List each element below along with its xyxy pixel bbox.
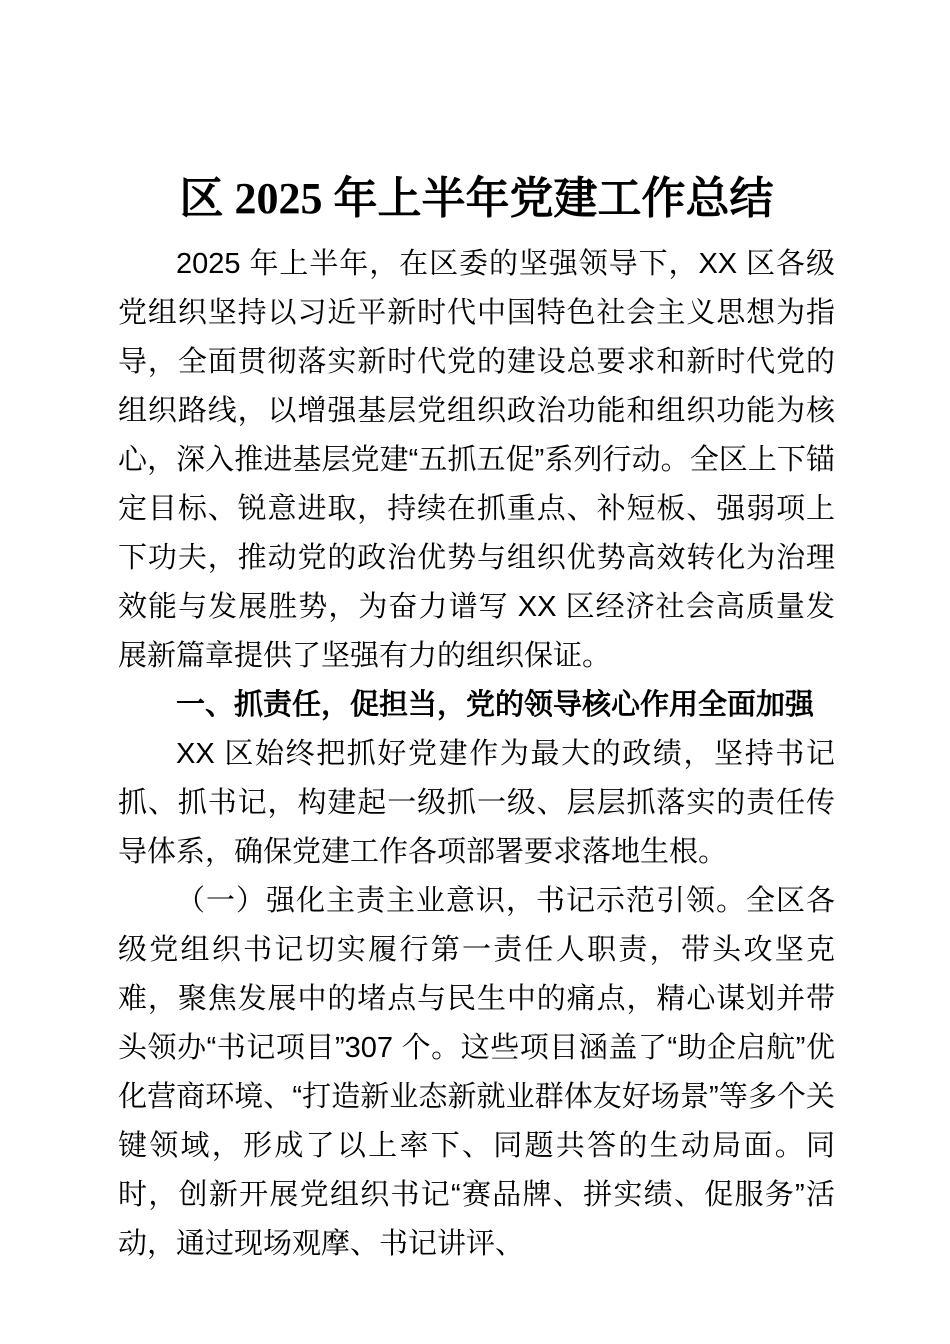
intro-paragraph: 2025 年上半年，在区委的坚强领导下，XX 区各级党组织坚持以习近平新时代中国特色社会主义思想为指导，全面贯彻落实新时代党的建设总要求和新时代党的组织路线，以增强基层党组织政治功能和组织功能为核心，深入推进基层党建“五抓五促”系列行动。全区上下锚定目标、锐意进取，持续在抓重点、补短板、强弱项上下功夫，推动党的政治优势与组织优势高效转化为治理效能与发展胜势，为奋力谱写 XX 区经济社会高质量发展新篇章提供了坚强有力的组织保证。 <box>118 248 835 672</box>
section-1-body-paragraph: XX 区始终把抓好党建作为最大的政绩，坚持书记抓、抓书记，构建起一级抓一级、层层抓落实的责任传导体系，确保党建工作各项部署要求落地生根。 <box>118 738 835 868</box>
section-1-subsection-1-paragraph: （一）强化主责主业意识，书记示范引领。全区各级党组织书记切实履行第一责任人职责，带头攻坚克难，聚焦发展中的堵点与民生中的痛点，精心谋划并带头领办“书记项目”307 个。这些项目涵盖了“助企启航”优化营商环境、“打造新业态新就业群体友好场景”等多个关键领域，形成了以上率下、同题共答的生动局面。同时，创新开展党组织书记“赛品牌、拼实绩、促服务”活动，通过现场观摩、书记讲评、 <box>118 885 835 1260</box>
document-title: 区 2025 年上半年党建工作总结 <box>179 174 774 223</box>
section-heading-1: 一、抓责任，促担当，党的领导核心作用全面加强 <box>176 689 815 721</box>
